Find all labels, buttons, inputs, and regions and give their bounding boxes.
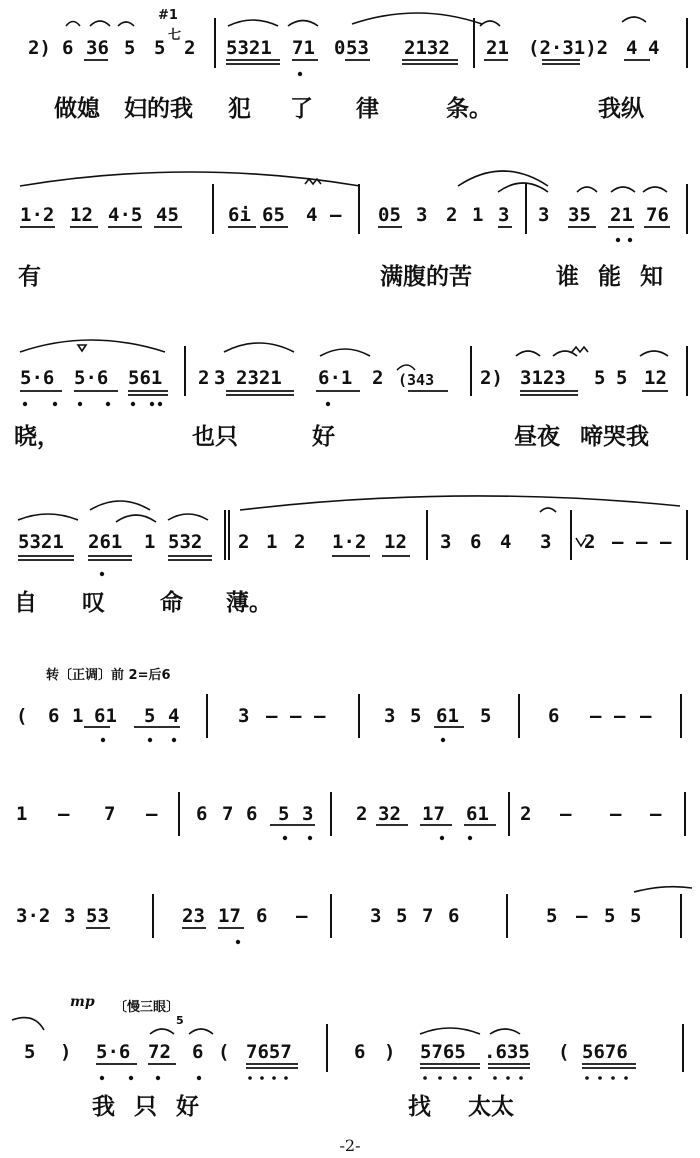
note-token: 3 [64,905,76,927]
note-token: ) [60,1041,72,1063]
barline [228,510,230,560]
note-token: 5 [546,905,558,927]
note-token: 3 [440,531,452,553]
lyric: 满腹的苦 [380,263,472,290]
note-token: .635 [484,1041,530,1063]
note-token: 3·2 [16,905,51,927]
note-token: 1 [16,803,28,825]
note-token: 5 [278,803,290,825]
note-token: 53 [346,37,369,59]
note-token: 45 [156,204,179,226]
barline [206,694,208,738]
barline [426,510,428,560]
note-token: – [610,803,622,825]
lyric: 找 [408,1093,431,1120]
lyric: 只 [134,1093,157,1120]
note-token: – [590,705,602,727]
lyric: 好 [312,423,335,450]
lyric: 也只 [192,423,238,450]
lyric: 我纵 [598,95,644,122]
note-token: 17 [422,803,445,825]
note-token: 1 [472,204,484,226]
note-token: 5 [630,905,642,927]
barline [358,694,360,738]
lyric: 犯 [228,95,251,122]
note-token: 5 [24,1041,36,1063]
note-token: – [290,705,302,727]
note-token: 12 [644,367,667,389]
note-token: 6 [548,705,560,727]
note-token: 71 [292,37,315,59]
note-token: 05 [378,204,401,226]
note-token: 4 [168,705,180,727]
grace-note: 5 [176,1014,184,1027]
note-token: – [314,705,326,727]
lyric: 好 [176,1093,199,1120]
lyric: 条。 [446,95,492,122]
lyric: 命 [160,589,183,616]
lyric: 昼夜 [514,423,560,450]
note-token: 2 [198,367,210,389]
barline [518,694,520,738]
note-token: 3 [302,803,314,825]
note-token: 4 [500,531,512,553]
note-token: 61 [94,705,117,727]
barline [570,510,572,560]
barline [686,18,688,68]
lyric: 薄。 [226,589,272,616]
barline [506,894,508,938]
note-token: 5 [396,905,408,927]
note-token: 5·6 [96,1041,131,1063]
note-token: 1 [72,705,84,727]
lyric: 知 [640,263,663,290]
note-token: 1·2 [332,531,367,553]
tempo-mark: 〔慢三眼〕 [114,1000,180,1015]
barline [224,510,226,560]
barline [326,1024,328,1072]
barline [686,510,688,560]
barline [358,184,360,234]
note-token: 3123 [520,367,566,389]
note-token: 3 [540,531,552,553]
note-token: 5 [604,905,616,927]
barline [212,184,214,234]
note-token: 6 [470,531,482,553]
note-token: – [576,905,588,927]
note-token: 2 [184,37,196,59]
note-token: ( [218,1041,230,1063]
note-token: 2 [584,531,596,553]
note-token: 3 [384,705,396,727]
note-token: 1 [266,531,278,553]
note-token: 4·5 [108,204,143,226]
note-token: 6·1 [318,367,353,389]
note-token: 2) [480,367,503,389]
lyric: 了 [290,95,313,122]
note-token: 6 [354,1041,366,1063]
note-token: 7 [104,803,116,825]
note-token: 5321 [226,37,272,59]
lyric: 律 [356,95,379,122]
lyric: 太太 [468,1093,514,1120]
note-token: 5 [410,705,422,727]
note-token: 7 [222,803,234,825]
barline [686,184,688,234]
note-token: – [650,803,662,825]
barline [684,792,686,836]
key-change-heading: 转〔正调〕前 2=后6 [46,668,171,683]
note-token: 21 [486,37,509,59]
lyric: 我 [92,1093,115,1120]
note-token: 7 [422,905,434,927]
note-token: 2 [372,367,384,389]
note-token: – [296,905,308,927]
note-token: (343 [398,371,435,389]
note-token: 3 [416,204,428,226]
note-token: 4 [306,204,318,226]
note-token: 5 [480,705,492,727]
barline [330,894,332,938]
barline [473,18,475,68]
note-token: 5 [594,367,606,389]
lyric: 有 [18,263,41,290]
note-token: 5765 [420,1041,466,1063]
note-token: 61 [466,803,489,825]
lyric: 啼哭我 [580,423,649,450]
barline [184,346,186,396]
note-token: 6 [192,1041,204,1063]
note-token: 5 [124,37,136,59]
note-token: 3 [498,204,510,226]
note-token: 53 [86,905,109,927]
note-token: 7657 [246,1041,292,1063]
dynamic-mark: mp [70,994,95,1010]
note-token: – [58,803,70,825]
note-token: 3 [370,905,382,927]
note-token: – [636,531,648,553]
note-token: – [640,705,652,727]
barline [178,792,180,836]
note-token: 5·6 [74,367,109,389]
note-token: 5·6 [20,367,55,389]
note-token: 561 [128,367,163,389]
note-token: 2) [28,37,51,59]
note-token: 6i [228,204,251,226]
note-token: 6 [62,37,74,59]
note-token: 12 [70,204,93,226]
note-token: 2 [356,803,368,825]
note-token: 36 [86,37,109,59]
note-token: 35 [568,204,591,226]
note-token: 5 [616,367,628,389]
note-token: 0 [334,37,346,59]
note-token: – [560,803,572,825]
note-token: (2·31)2 [528,37,609,59]
lyric: 叹 [82,589,105,616]
note-token: 1·2 [20,204,55,226]
note-token: – [612,531,624,553]
note-token: 1 [144,531,156,553]
note-token: 21 [610,204,633,226]
note-token: 2321 [236,367,282,389]
lyric: 能 [598,263,621,290]
note-token: 3 [238,705,250,727]
note-token: 6 [196,803,208,825]
note-token: 2 [446,204,458,226]
grace-mark: 七 [168,28,182,43]
note-token: – [266,705,278,727]
barline [682,1024,684,1072]
note-token: 5676 [582,1041,628,1063]
note-token: 2 [294,531,306,553]
note-token: 65 [262,204,285,226]
note-token: 12 [384,531,407,553]
note-token: 2 [520,803,532,825]
note-token: 72 [148,1041,171,1063]
note-token: 61 [436,705,459,727]
lyric: 晓， [14,423,60,450]
accidental-mark: #1 [158,8,178,23]
note-token: 32 [378,803,401,825]
note-token: – [146,803,158,825]
note-token: 2132 [404,37,450,59]
note-token: – [330,204,342,226]
barline [686,346,688,396]
page-number: -2- [339,1136,361,1155]
barline [214,18,216,68]
note-token: 2 [238,531,250,553]
note-token: 6 [246,803,258,825]
note-token: 532 [168,531,203,553]
note-token: 3 [214,367,226,389]
note-token: 17 [218,905,241,927]
barline [330,792,332,836]
note-token: 5 [144,705,156,727]
lyric: 谁 [556,263,579,290]
note-token: 261 [88,531,123,553]
note-token: 5 [154,37,166,59]
note-token: 5321 [18,531,64,553]
note-token: 4 [626,37,638,59]
barline [680,894,682,938]
note-token: 3 [538,204,550,226]
lyric: 妇的我 [124,95,193,122]
barline [470,346,472,396]
barline [152,894,154,938]
note-token: ( [558,1041,570,1063]
note-token: 6 [48,705,60,727]
note-token: 23 [182,905,205,927]
note-token: ) [384,1041,396,1063]
note-token: 76 [646,204,669,226]
note-token: 6 [256,905,268,927]
lyric: 自 [14,589,37,616]
note-token: – [660,531,672,553]
barline [508,792,510,836]
note-token: 6 [448,905,460,927]
lyric: 做媳 [54,95,100,122]
note-token: 4 [648,37,660,59]
barline [525,184,527,234]
barline [680,694,682,738]
note-token: ( [16,705,28,727]
note-token: – [614,705,626,727]
